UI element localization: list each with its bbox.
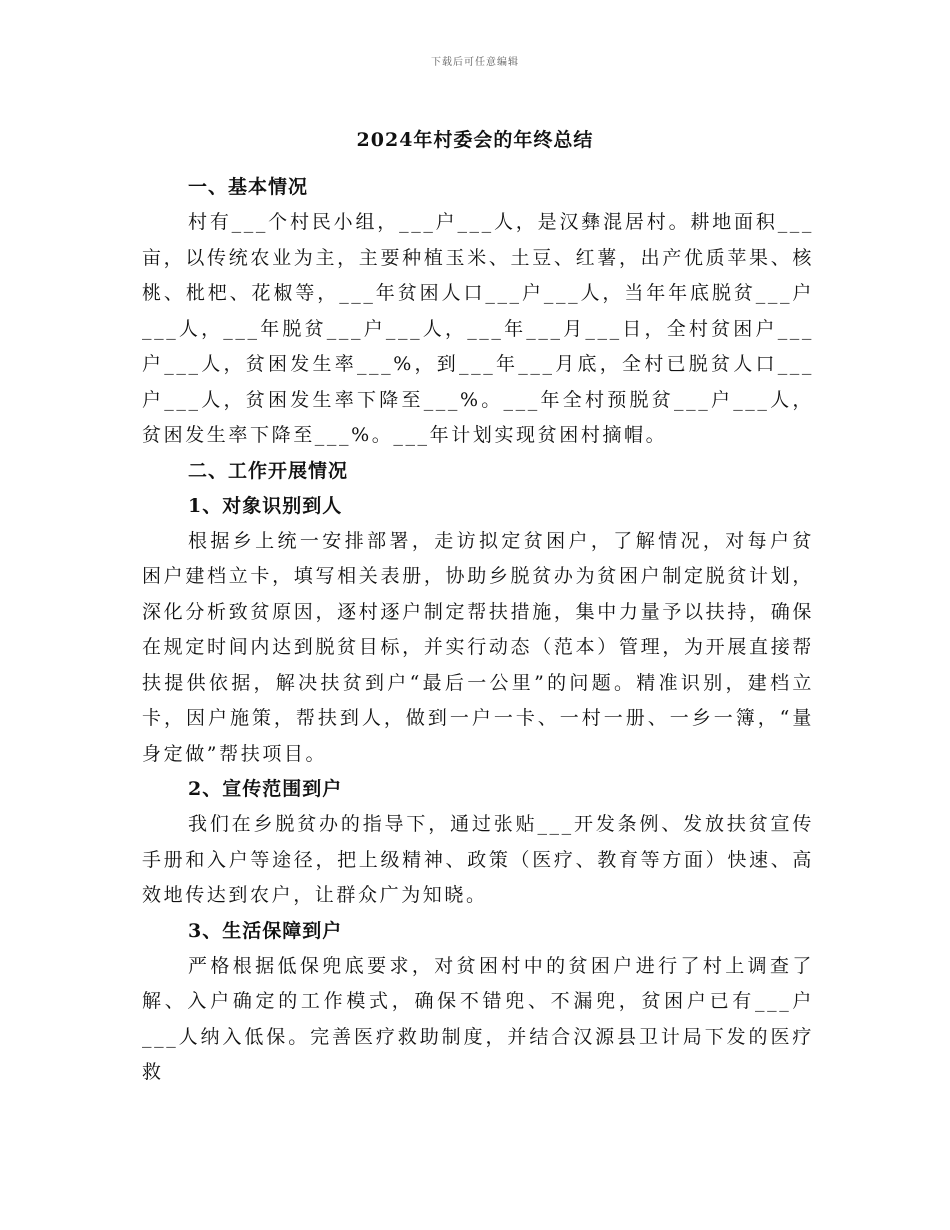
- subsection-paragraph-publicity: 我们在乡脱贫办的指导下，通过张贴___开发条例、发放扶贫宣传手册和入户等途径，把上级精神、政策（医疗、教育等方面）快速、高效地传达到农户，让群众广为知晓。: [142, 813, 814, 906]
- section-paragraph-basic: 村有___个村民小组，___户___人，是汉彝混居村。耕地面积___亩，以传统农业为主，主要种植玉米、土豆、红薯，出产优质苹果、核桃、枇杷、花椒等，___年贫困人口___户___人，当年年底脱贫___户___人，___年脱贫___户___人，___年___月___日，全村贫困户___户___人，贫困发生率___%，到___年___月底，全村已脱贫人口___户___人，贫困发生率下降至___%。___年全村预脱贫___户___人，贫困发生率下降至___%。___年计划实现贫困村摘帽。: [142, 211, 814, 446]
- subsection-heading-publicity: 2、宣传范围到户: [188, 778, 343, 800]
- subsection-heading-identification: 1、对象识别到人: [188, 494, 343, 517]
- subsection-paragraph-identification: 根据乡上统一安排部署，走访拟定贫困户，了解情况，对每户贫困户建档立卡，填写相关表册，协助乡脱贫办为贫困户制定脱贫计划，深化分析致贫原因，逐村逐户制定帮扶措施，集中力量予以扶持，确保在规定时间内达到脱贫目标，并实行动态（范本）管理，为开展直接帮扶提供依据，解决扶贫到户“最后一公里”的问题。精准识别，建档立卡，因户施策，帮扶到人，做到一户一卡、一村一册、一乡一簿，“量身定做”帮扶项目。: [142, 529, 814, 765]
- subsection-paragraph-livelihood: 严格根据低保兜底要求，对贫困村中的贫困户进行了村上调查了解、入户确定的工作模式，确保不错兜、不漏兜，贫困户已有___户___人纳入低保。完善医疗救助制度，并结合汉源县卫计局下发的医疗救: [142, 954, 814, 1083]
- document-body: [142, 170, 814, 1091]
- page-header-note: 下载后可任意编辑: [431, 57, 519, 68]
- section-heading-basic: 一、基本情况: [188, 176, 309, 198]
- subsection-heading-livelihood: 3、生活保障到户: [188, 919, 343, 942]
- document-title: 2024年村委会的年终总结: [356, 129, 594, 151]
- section-heading-work: 二、工作开展情况: [188, 459, 349, 482]
